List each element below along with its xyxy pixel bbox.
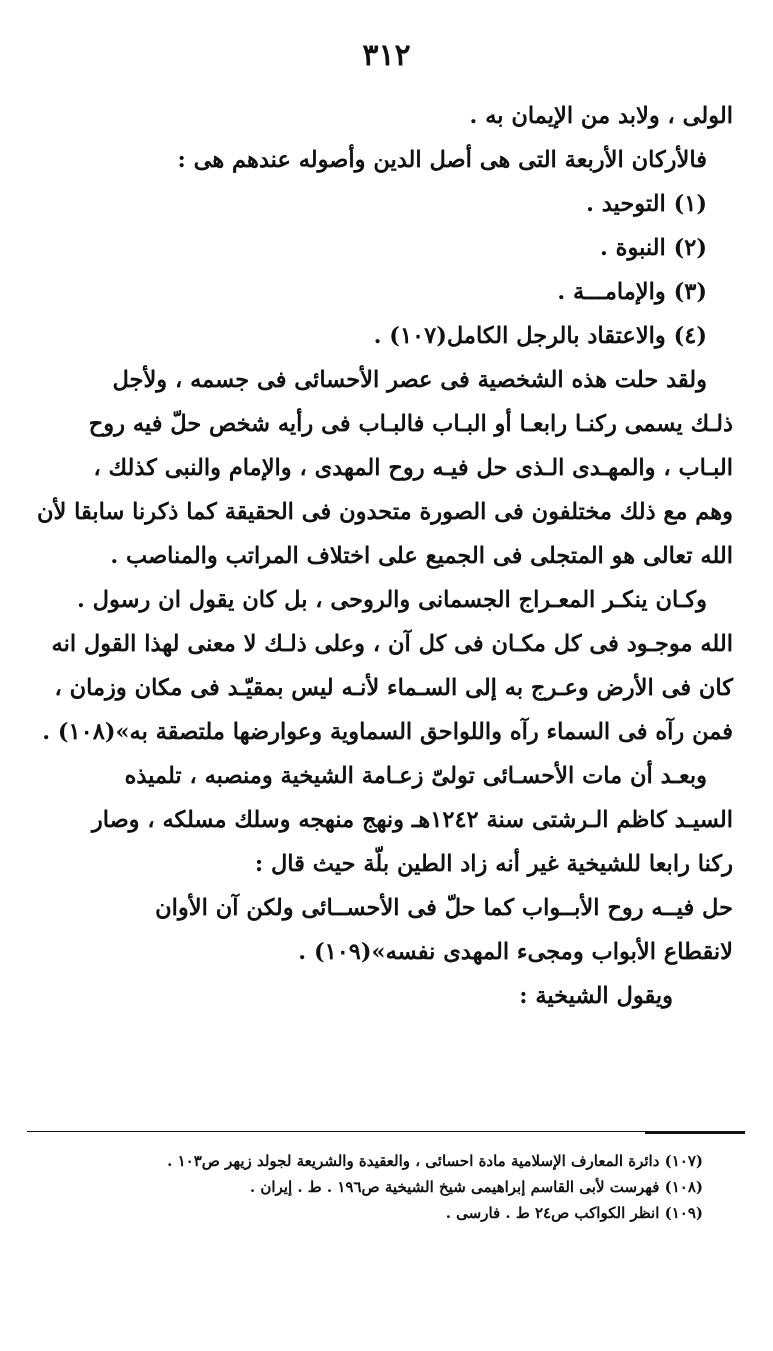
text-line: فمن رآه فى السماء رآه واللواحق السماوية وعوارضها ملتصقة به»(١٠٨) . <box>42 719 733 745</box>
footnote: (١٠٩) انظر الكواكب ص٢٤ ط . فارسى . <box>445 1204 703 1222</box>
text-line: فالأركان الأربعة التى هى أصل الدين وأصوله عندهم هى : <box>177 147 707 173</box>
text-line: كان فى الأرض وعـرج به إلى السـماء لأنـه ليس بمقيّـد فى مكان وزمان ، <box>54 675 733 701</box>
footnote: (١٠٧) دائرة المعارف الإسلامية مادة احسائى ، والعقيدة والشريعة لجولد زيهر ص١٠٣ . <box>167 1152 703 1170</box>
text-line: البـاب ، والمهـدى الـذى حل فيـه روح المهدى ، والإمام والنبى كذلك ، <box>93 455 733 481</box>
footnotes <box>43 1148 703 1226</box>
list-item: (٣) والإمامـــة . <box>557 279 707 305</box>
footnote-divider-accent <box>645 1131 745 1134</box>
list-item: (٢) النبوة . <box>600 235 707 261</box>
text-line: وبعـد أن مات الأحسـائى تولىّ زعـامة الشيخية ومنصبه ، تلميذه <box>124 763 707 789</box>
text-line: ذلـك يسمى ركنـا رابعـا أو البـاب فالبـاب فى رأيه شخص حلّ فيه روح <box>88 411 733 437</box>
text-line: وكـان ينكـر المعـراج الجسمانى والروحى ، بل كان يقول ان رسول . <box>76 587 707 613</box>
footnote-divider <box>27 1131 745 1132</box>
text-line: وهم مع ذلك مختلفون فى الصورة متحدون فى الحقيقة كما ذكرنا سابقا لأن <box>36 499 733 525</box>
list-item: (١) التوحيد . <box>586 191 707 217</box>
text-line: حل فيــه روح الأبــواب كما حلّ فى الأحســائى ولكن آن الأوان <box>155 895 733 921</box>
text-line: الله تعالى هو المتجلى فى الجميع على اختلاف المراتب والمناصب . <box>110 543 733 569</box>
text-line: ولقد حلت هذه الشخصية فى عصر الأحسائى فى جسمه ، ولأجل <box>112 367 707 393</box>
footnote: (١٠٨) فهرست لأبى القاسم إبراهيمى شيخ الشيخية ص١٩٦ . ط . إيران . <box>249 1178 703 1196</box>
body-text <box>33 94 733 1018</box>
list-item: (٤) والاعتقاد بالرجل الكامل(١٠٧) . <box>373 323 707 349</box>
text-line: ركنا رابعا للشيخية غير أنه زاد الطين بلّة حيث قال : <box>254 851 733 877</box>
text-line: لانقطاع الأبواب ومجىء المهدى نفسه»(١٠٩) . <box>298 939 733 965</box>
page-number: ٣١٢ <box>362 38 411 73</box>
text-line: ويقول الشيخية : <box>519 983 673 1009</box>
text-line: السيـد كاظم الـرشتى سنة ١٢٤٢هـ ونهج منهجه وسلك مسلكه ، وصار <box>91 807 733 833</box>
text-line: الله موجـود فى كل مكـان فى كل آن ، وعلى ذلـك لا معنى لهذا القول انه <box>51 631 733 657</box>
text-line: الولى ، ولابد من الإيمان به . <box>469 103 733 129</box>
